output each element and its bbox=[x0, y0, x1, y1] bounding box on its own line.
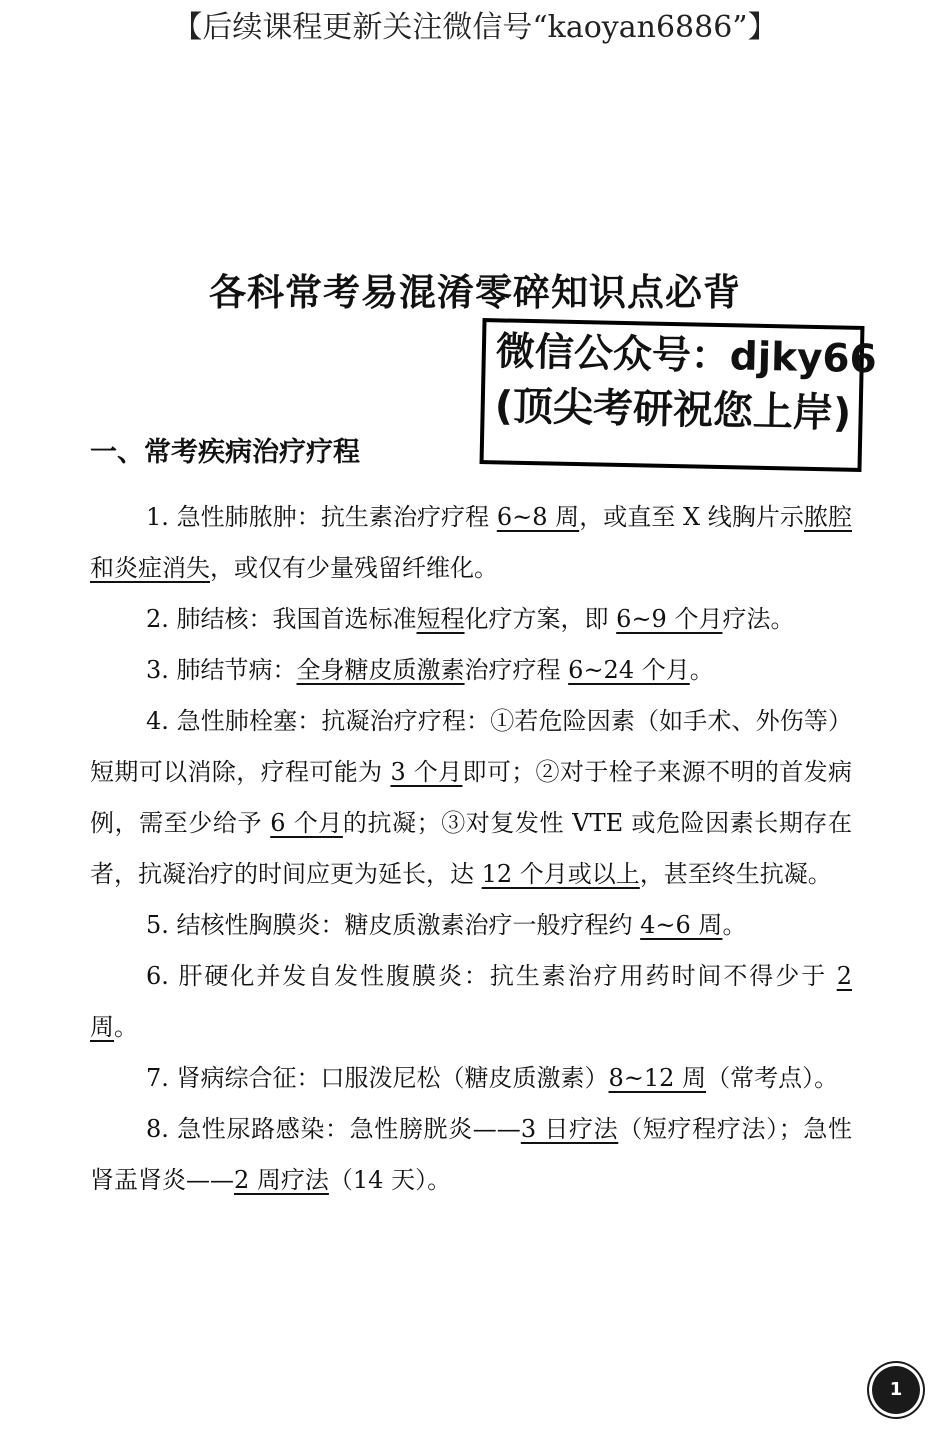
item-text: 化疗方案，即 bbox=[464, 605, 617, 633]
item-text: 6. 肝硬化并发自发性腹膜炎：抗生素治疗用药时间不得少于 bbox=[146, 962, 837, 990]
underlined-term: 短程 bbox=[416, 605, 465, 633]
list-item bbox=[90, 594, 852, 645]
list-item bbox=[90, 696, 852, 900]
item-text: 7. 肾病综合征：口服泼尼松（糖皮质激素） bbox=[146, 1064, 609, 1092]
underlined-term: 3 个月 bbox=[390, 758, 463, 786]
watermark-stamp bbox=[480, 318, 878, 472]
item-text: 8. 急性尿路感染：急性膀胱炎—— bbox=[146, 1115, 521, 1143]
item-text: （14 天）。 bbox=[328, 1166, 452, 1194]
underlined-term: 脓腔和炎症消失 bbox=[90, 503, 853, 582]
item-text: ，或仅有少量残留纤维化。 bbox=[210, 554, 498, 582]
list-item bbox=[90, 1104, 852, 1206]
page-number-badge: 1 bbox=[872, 1366, 920, 1414]
item-text: ，甚至终生抗凝。 bbox=[639, 860, 832, 888]
item-text: 疗法。 bbox=[722, 605, 795, 633]
item-text: 4. 急性肺栓塞：抗凝治疗疗程：①若危险因素（如手术、外伤等）短期可以消除，疗程可能为 bbox=[90, 707, 852, 786]
section-heading: 一、常考疾病治疗疗程 bbox=[90, 437, 360, 468]
item-text: 即可；②对于栓子来源不明的首发病例，需至少给予 bbox=[90, 758, 852, 837]
item-text: 5. 结核性胸膜炎：糖皮质激素治疗一般疗程约 bbox=[146, 911, 641, 939]
underlined-term: 3 日疗法 bbox=[520, 1115, 619, 1143]
underlined-term: 2 周疗法 bbox=[234, 1166, 329, 1194]
treatment-course-list bbox=[90, 492, 852, 1206]
item-text: 。 bbox=[114, 1013, 138, 1041]
item-text: 。 bbox=[689, 656, 714, 684]
item-text: 1. 急性肺脓肿：抗生素治疗疗程 bbox=[146, 503, 497, 531]
list-item bbox=[90, 951, 852, 1053]
item-text: 治疗疗程 bbox=[464, 656, 569, 684]
list-item bbox=[90, 1053, 852, 1104]
item-text: 的抗凝；③对复发性 VTE 或危险因素长期存在者，抗凝治疗的时间应更为延长，达 bbox=[90, 809, 852, 888]
underlined-term: 6~9 个月 bbox=[616, 605, 723, 633]
underlined-term: 全身糖皮质激素 bbox=[296, 656, 465, 684]
item-text: （短疗程疗法）；急性肾盂肾炎—— bbox=[90, 1115, 852, 1194]
item-text: （常考点）。 bbox=[706, 1064, 839, 1092]
header-note: 【后续课程更新关注微信号“kaoyan6886”】 bbox=[172, 10, 778, 45]
underlined-term: 8~12 周 bbox=[608, 1064, 707, 1092]
item-text: ，或直至 X 线胸片示 bbox=[579, 503, 804, 531]
stamp-line-2: (顶尖考研祝您上岸) bbox=[494, 383, 852, 437]
stamp-line-1: 微信公众号：djky66 bbox=[495, 329, 878, 383]
list-item bbox=[90, 645, 852, 696]
item-text: 3. 肺结节病： bbox=[146, 656, 297, 684]
underlined-term: 6~24 个月 bbox=[568, 656, 690, 684]
underlined-term: 6~8 周 bbox=[496, 503, 580, 531]
underlined-term: 12 个月或以上 bbox=[481, 860, 640, 888]
list-item bbox=[90, 900, 852, 951]
underlined-term: 2 周 bbox=[90, 962, 852, 1041]
list-item bbox=[90, 492, 852, 594]
underlined-term: 6 个月 bbox=[270, 809, 343, 837]
page-title: 各科常考易混淆零碎知识点必背 bbox=[209, 271, 741, 314]
item-text: 。 bbox=[722, 911, 747, 939]
item-text: 2. 肺结核：我国首选标准 bbox=[146, 605, 417, 633]
underlined-term: 4~6 周 bbox=[640, 911, 723, 939]
